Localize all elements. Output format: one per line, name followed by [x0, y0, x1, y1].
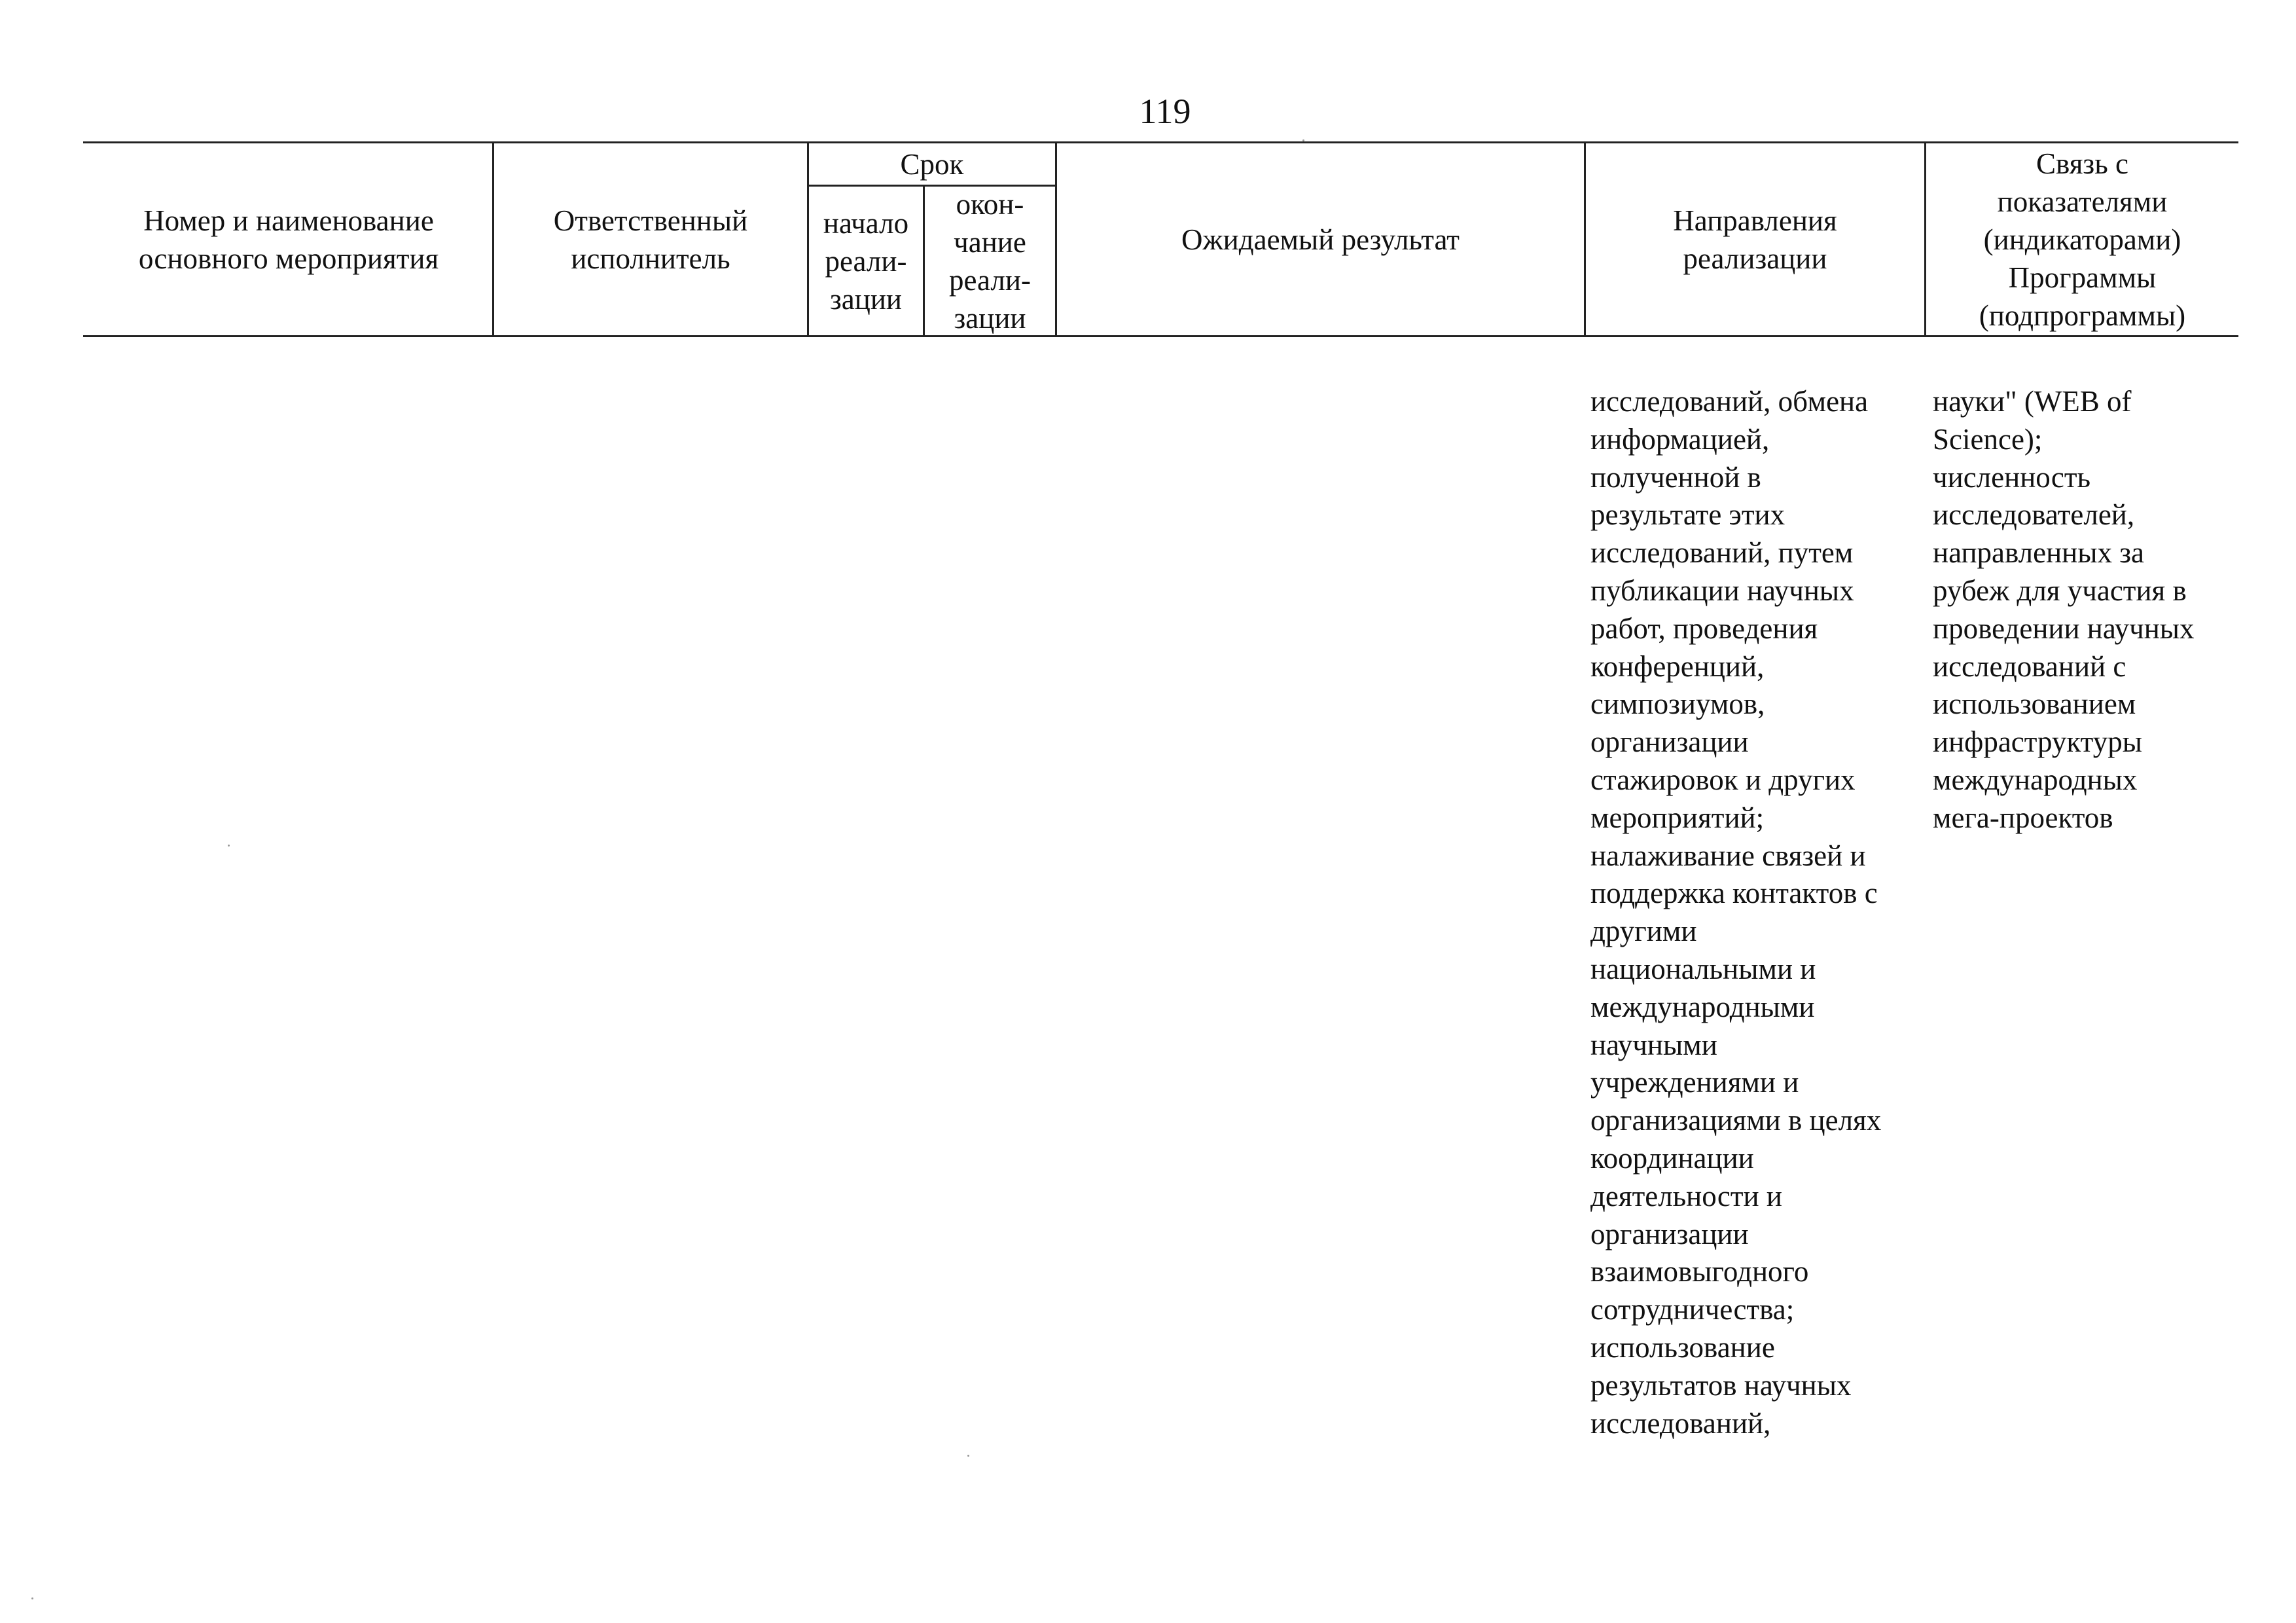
header-expected-result: Ожидаемый результат [1181, 223, 1460, 256]
cell-indicators: науки" (WEB of Science); численность исследователей, направленных за рубеж для участия в проведении научных исследований с использованием инфраструктуры международных мега-проектов [1933, 385, 2195, 834]
scan-speck [228, 845, 230, 847]
table-header-bottom-border [83, 335, 2238, 337]
header-responsible: Ответственный исполнитель [553, 204, 748, 275]
cell-directions: исследований, обмена информацией, полученной в результате этих исследований, путем публикации научных работ, проведения конференций, симпозиумов, организации стажировок и других мероприятий; налаживание связей и поддержка контактов с другими национальными и международными научными учреждениями и организациями в целях координации деятельности и организации взаимовыгодного сотрудничества; использование результатов научных исследований, [1590, 385, 1882, 1440]
scan-speck [1302, 139, 1304, 141]
page-number: 119 [1139, 92, 1191, 131]
header-term-start: начало реали- зации [823, 206, 909, 316]
header-term: Срок [900, 147, 964, 181]
header-directions: Направления реализации [1673, 204, 1837, 275]
scan-speck [31, 1597, 33, 1599]
scan-speck [967, 1455, 969, 1457]
header-term-end: окон- чание реали- зации [949, 187, 1031, 335]
header-indicators: Связь с показателями (индикаторами) Программы (подпрограммы) [1979, 147, 2186, 332]
header-event-name: Номер и наименование основного мероприятия [138, 204, 439, 275]
